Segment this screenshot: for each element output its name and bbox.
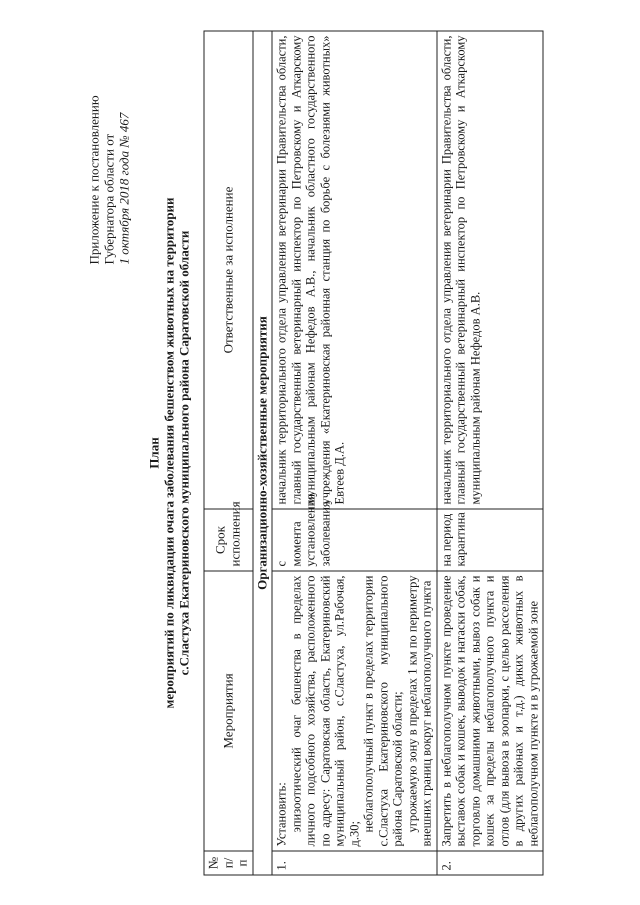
- title-line-1: План: [146, 436, 161, 469]
- row-measures: [272, 571, 437, 851]
- appendix-note: [86, 44, 131, 264]
- row-term: с момента установления заболевания: [272, 509, 437, 571]
- measures-paragraph: угрожаемую зону в пределах 1 км по периметру внешних границ вокруг неблагополучного пункта: [404, 575, 433, 846]
- measures-paragraph: неблагополучный пункт в пределах территории с.Сластуха Екатериновского муниципального района Саратовской области;: [361, 575, 404, 846]
- row-responsible: начальник территориального отдела управления ветеринарии Правительства области, главный государственный ветеринарный инспектор по Петровскому и Аткарскому муниципальным районам Нефедов А.В.: [436, 31, 543, 509]
- appendix-line-2: Губернатора области от: [101, 133, 116, 264]
- header-term: Срок исполнения: [204, 509, 253, 571]
- measures-paragraph: эпизоотический очаг бешенства в пределах личного подсобного хозяйства, расположенного по адресу: Саратовская область, Екатериновский муниципальный район, с.Сластуха, ул.Рабочая, д.30;: [288, 575, 361, 846]
- table-row: [272, 31, 437, 875]
- plan-table: [203, 30, 543, 875]
- title-line-3: с.Сластуха Екатериновского муниципального района Саратовской области: [176, 230, 191, 675]
- header-num: № п/п: [204, 851, 253, 875]
- table-header-row: [204, 31, 253, 875]
- row-measures: Запретить в неблагополучном пункте проведение выставок собак и кошек, выводок и натаски собак, торговлю домашними животными, вывоз собак и кошек за пределы неблагополучного пункта и отлов (для вывоза в зоопарки, с целью расселения в других районах и т.д.) диких животных в неблагополучном пункте и в угрожаемой зоне: [436, 571, 543, 851]
- header-measures: Мероприятия: [204, 571, 253, 851]
- title-line-2: мероприятий по ликвидации очага заболевания бешенством животных на территории: [161, 197, 176, 708]
- row-number: 1.: [272, 851, 437, 875]
- document-title: [146, 60, 191, 845]
- row-responsible: начальник территориального отдела управления ветеринарии Правительства области, главный государственный ветеринарный инспектор по Петровскому и Аткарскому муниципальным районам Нефедов А.В., начальник областного государственного учреждения «Екатериновская районная станция по борьбе с болезнями животных» Евтеев Д.А.: [272, 31, 437, 509]
- row-term: на период карантина: [436, 509, 543, 571]
- row-number: 2.: [436, 851, 543, 875]
- section-title: Организационно-хозяйственные мероприятия: [252, 31, 272, 875]
- appendix-line-3: 1 октября 2018 года № 467: [116, 112, 131, 264]
- appendix-line-1: Приложение к постановлению: [86, 94, 101, 264]
- section-row: [252, 31, 272, 875]
- measures-intro: Установить:: [274, 781, 288, 846]
- header-responsible: Ответственные за исполнение: [204, 31, 253, 509]
- table-row: [436, 31, 543, 875]
